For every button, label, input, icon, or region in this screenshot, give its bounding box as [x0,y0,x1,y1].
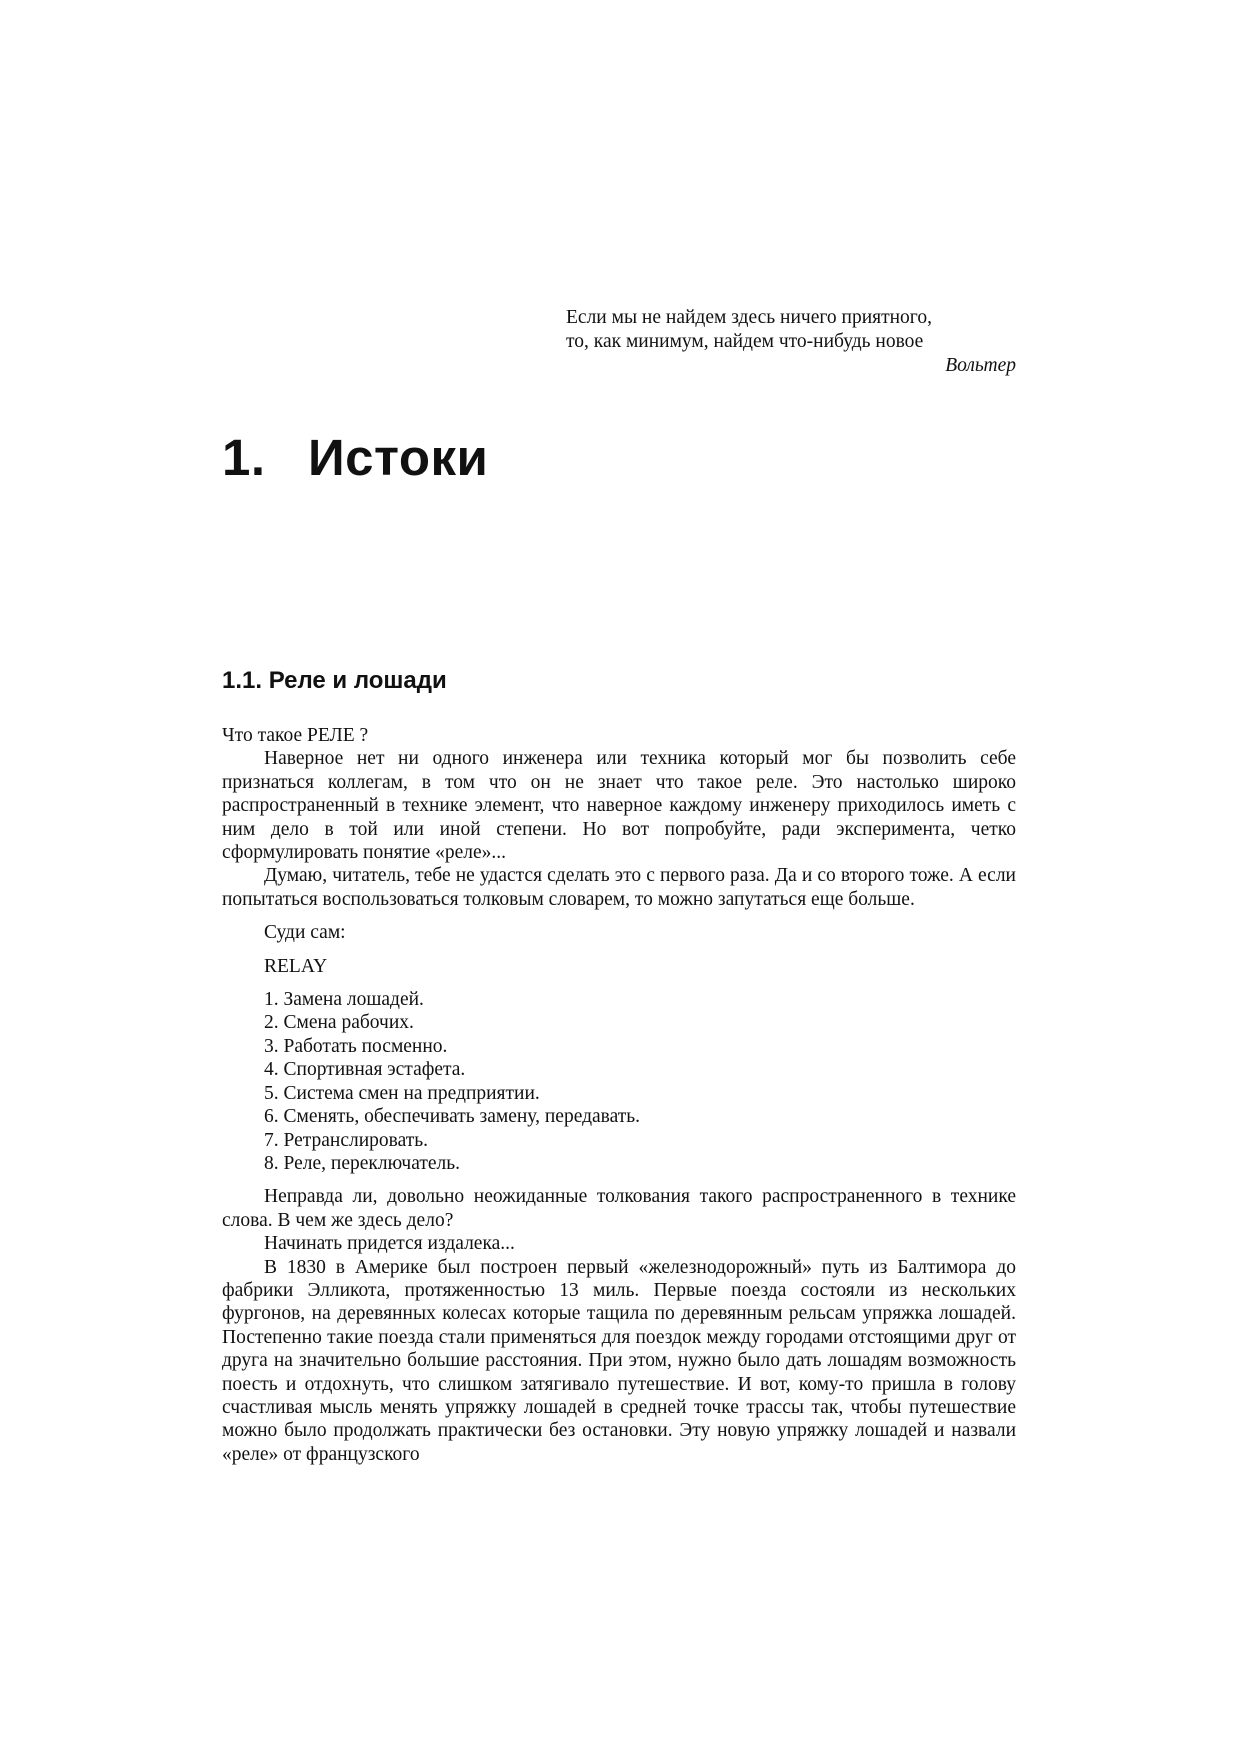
paragraph-2: Думаю, читатель, тебе не удастся сделать это с первого раза. Да и со второго тоже. А если попытаться воспользоваться толковым словарем, то можно запутаться еще больше. [222,865,1016,910]
epigraph [566,306,1016,378]
paragraph-4: Начинать придется издалека... [264,1233,515,1255]
list-item: 4. Спортивная эстафета. [264,1059,466,1081]
list-item: 1. Замена лошадей. [264,989,424,1011]
chapter-number: 1. [222,429,266,486]
chapter-title [222,428,488,488]
section-title: 1.1. Реле и лошади [222,667,447,694]
chapter-name: Истоки [308,429,489,486]
list-item: 5. Система смен на предприятии. [264,1082,540,1104]
paragraph-5: В 1830 в Америке был построен первый «железнодорожный» путь из Балтимора до фабрики Элликота, протяженностью 13 миль. Первые поезда состояли из нескольких фургонов, на деревянных колесах которые тащила по деревянным рельсам упряжка лошадей. Постепенно такие поезда стали применяться для поездок между городами отстоящими друг от друга на значительно большие расстояния. При этом, нужно было дать лошадям возможность поесть и отдохнуть, что слишком затягивало путешествие. И вот, кому-то пришла в голову счастливая мысль менять упряжку лошадей в средней точке трассы так, чтобы путешествие можно было продолжать практически без остановки. Эту новую упряжку лошадей и назвали «реле» от французского [222,1256,1016,1465]
judge-line: Суди сам: [264,922,346,944]
list-item: 6. Сменять, обеспечивать замену, передавать. [264,1106,641,1128]
question-line: Что такое РЕЛЕ ? [222,725,369,746]
list-item: 7. Ретранслировать. [264,1129,429,1151]
epigraph-author: Вольтер [945,355,1016,376]
epigraph-line-1: Если мы не найдем здесь ничего приятного, [566,307,932,328]
definitions-list [222,988,1016,1175]
list-item: 3. Работать посменно. [264,1035,448,1057]
paragraph-1: Наверное нет ни одного инженера или техника который мог бы позволить себе признаться коллегам, в том что он не знает что такое реле. Это настолько широко распространенный в технике элемент, что наверное каждому инженеру приходилось иметь с ним дело в той или иной степени. Но вот попробуйте, ради эксперимента, четко сформулировать понятие «реле»... [222,748,1016,864]
epigraph-line-2: то, как минимум, найдем что-нибудь новое [566,331,924,352]
list-item: 2. Смена рабочих. [264,1012,414,1034]
body-text [222,724,1016,1466]
relay-word: RELAY [264,955,328,977]
list-item: 8. Реле, переключатель. [264,1152,461,1174]
paragraph-3: Неправда ли, довольно неожиданные толкования такого распространенного в технике слова. В чем же здесь дело? [222,1186,1016,1231]
